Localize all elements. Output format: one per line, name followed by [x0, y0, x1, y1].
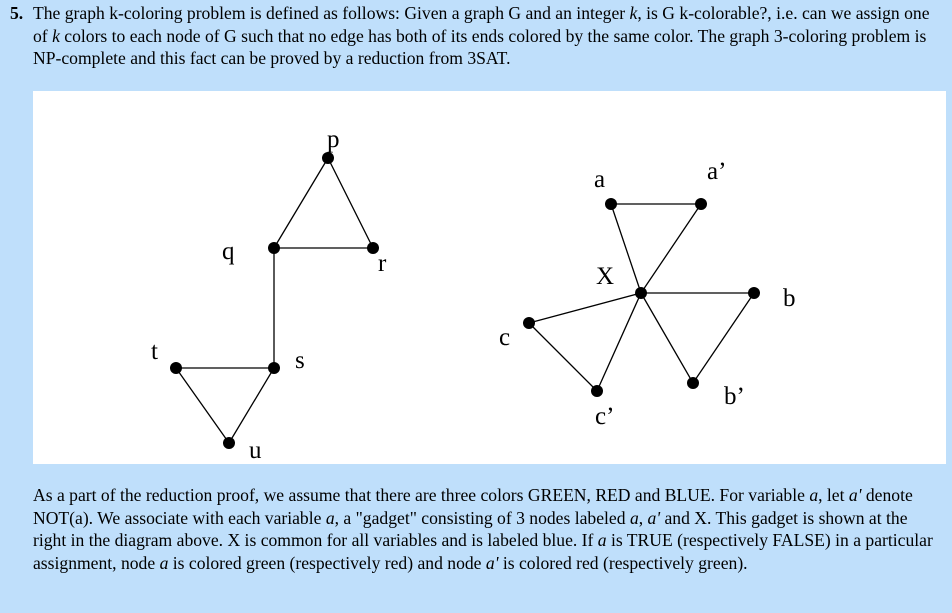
- node-a: [605, 198, 617, 210]
- edge-s-u: [229, 368, 274, 443]
- graph-diagram: [33, 91, 946, 464]
- label-a-prime: a’: [707, 158, 727, 185]
- label-b-prime: b’: [724, 383, 745, 410]
- edge-b-b-prime: [693, 293, 754, 383]
- label-s: s: [295, 347, 305, 374]
- node-b: [748, 287, 760, 299]
- label-q: q: [222, 238, 235, 265]
- node-c: [523, 317, 535, 329]
- label-c: c: [499, 324, 511, 351]
- label-t: t: [151, 338, 158, 365]
- edge-p-r: [328, 158, 373, 248]
- label-u: u: [249, 437, 262, 464]
- label-r: r: [378, 250, 387, 277]
- gadget-nodes: [523, 198, 760, 397]
- edge-x-c-prime: [597, 293, 641, 391]
- edge-c-c-prime: [529, 323, 597, 391]
- edge-x-c: [529, 293, 641, 323]
- question-number: 5.: [10, 3, 24, 23]
- edge-t-u: [176, 368, 229, 443]
- edge-x-b-prime: [641, 293, 693, 383]
- node-u: [223, 437, 235, 449]
- left-graph-edges: [176, 158, 373, 443]
- node-b-prime: [687, 377, 699, 389]
- question-text: [10, 2, 940, 70]
- label-p: p: [327, 126, 340, 153]
- edge-a-prime-x: [641, 204, 701, 293]
- edge-p-q: [274, 158, 328, 248]
- answer-text: As a part of the reduction proof, we assume that there are three colors GREEN, RED and BLUE. For variable a, let a' denote NOT(a). We associate with each variable a, a "gadget" consisting of 3 nodes labeled a, a' and X. This gadget is shown at the right in the diagram above. X is common for all variables and is labeled blue. If a is TRUE (respectively FALSE) in a particular assignment, node a is colored green (respectively red) and node a' is colored red (respectively green).: [33, 485, 933, 573]
- node-s: [268, 362, 280, 374]
- label-c-prime: c’: [595, 403, 615, 430]
- node-q: [268, 242, 280, 254]
- node-p: [322, 152, 334, 164]
- edge-a-x: [611, 204, 641, 293]
- label-x: X: [596, 263, 615, 290]
- node-t: [170, 362, 182, 374]
- label-b: b: [783, 285, 796, 312]
- node-x: [635, 287, 647, 299]
- label-a: a: [594, 166, 606, 193]
- graph-figure: [33, 91, 946, 464]
- node-a-prime: [695, 198, 707, 210]
- question-body: The graph k-coloring problem is defined as follows: Given a graph G and an integer k, is G k-colorable?, i.e. can we assign one of k colors to each node of G such that no edge has both of its ends colored by the same color. The graph 3-coloring problem is NP-complete and this fact can be proved by a reduction from 3SAT.: [33, 3, 930, 68]
- node-c-prime: [591, 385, 603, 397]
